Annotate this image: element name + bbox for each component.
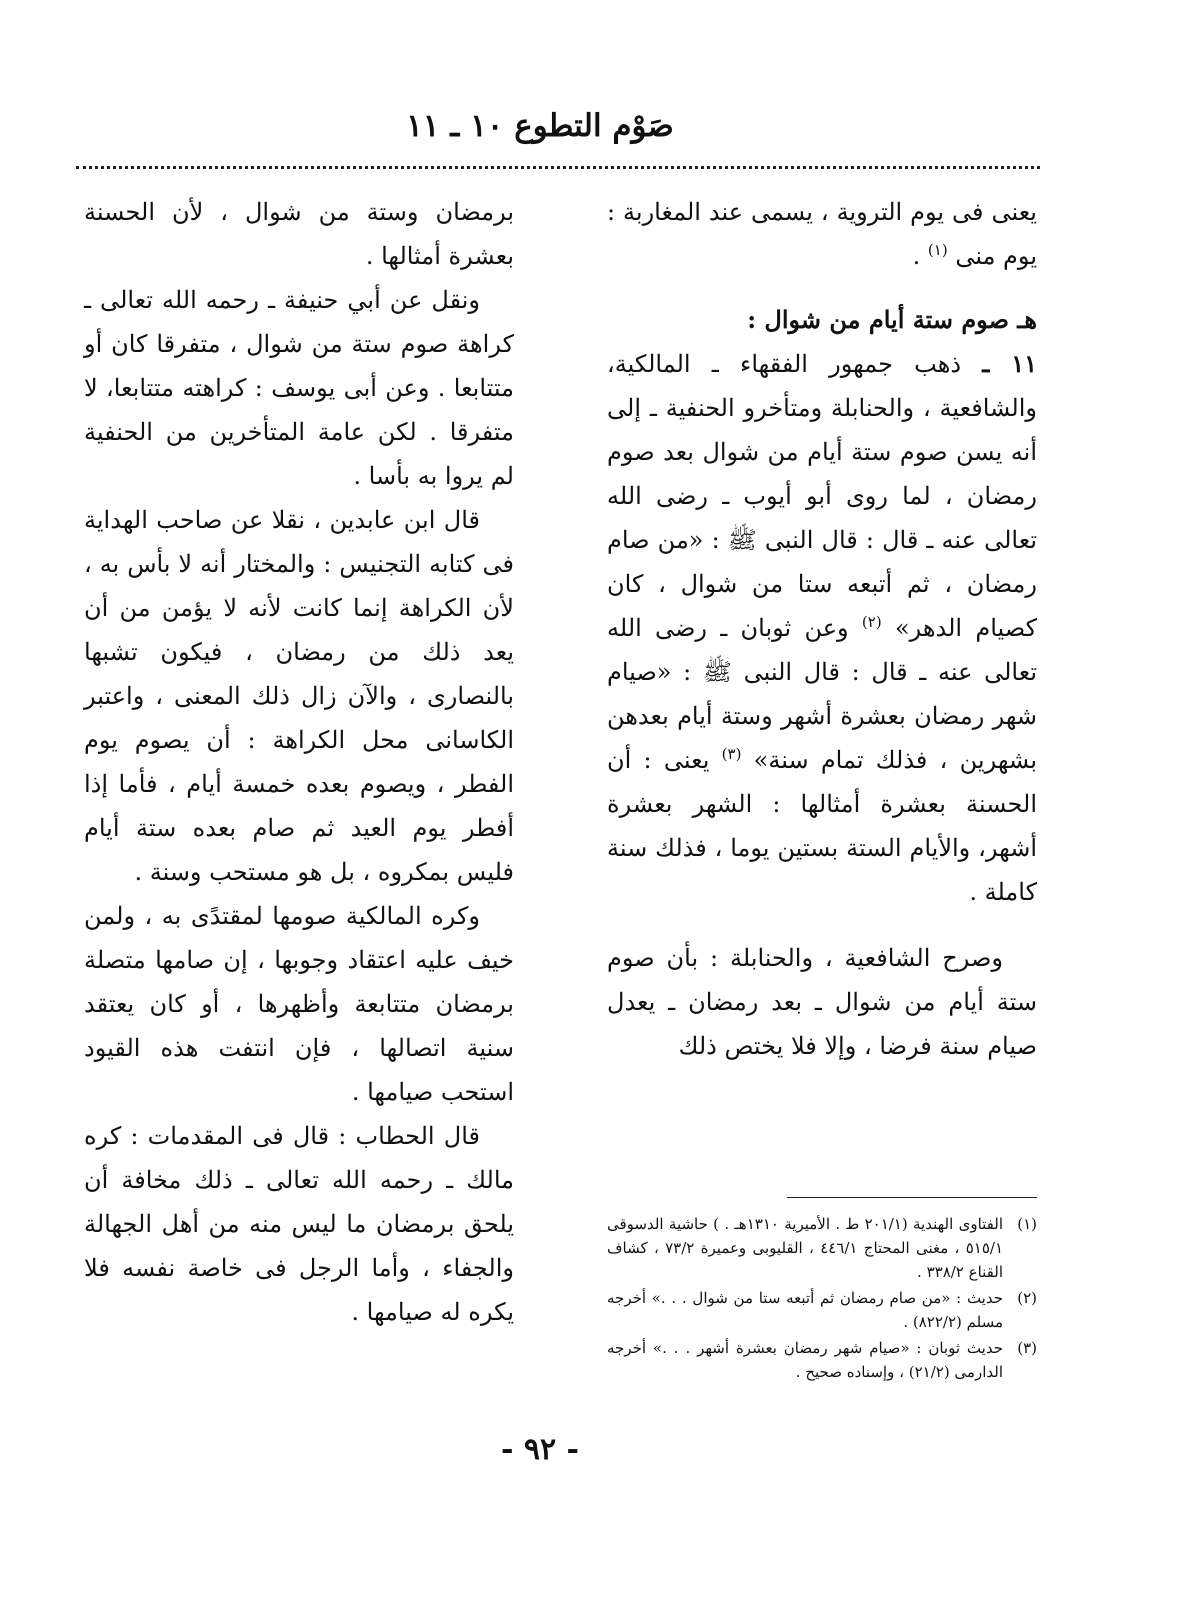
footnote-ref[interactable]: (١) xyxy=(927,241,948,259)
paragraph: قال ابن عابدين ، نقلا عن صاحب الهداية فى كتابه التجنيس : والمختار أنه لا بأس به ، لأن الكراهة إنما كانت لأنه لا يؤمن من أن يعد ذلك من رمضان ، فيكون تشبها بالنصارى ، والآن زال ذلك المعنى ، واعتبر الكاسانى محل الكراهة : أن يصوم يوم الفطر ، ويصوم بعده خمسة أيام ، فأما إذا أفطر يوم العيد ثم صام بعده ستة أيام فليس بمكروه ، بل هو مستحب وسنة . xyxy=(84,506,514,886)
footnote-text: حديث ثوبان : «صيام شهر رمضان بعشرة أشهر . . .» أخرجه الدارمى (٢١/٢) ، وإسناده صحيح . xyxy=(607,1339,1003,1381)
paragraph-text: يعنى : أن الحسنة بعشرة أمثالها : الشهر بعشرة أشهر، والأيام الستة بستين يوما ، فذلك سنة كاملة . xyxy=(607,746,1037,906)
footnote xyxy=(607,1286,1037,1334)
footnote-text: الفتاوى الهندية (٢٠١/١ ط . الأميرية ١٣١٠هـ . ) حاشية الدسوقى ٥١٥/١ ، مغنى المحتاج ٤٤٦/١ ، القليوبى وعميرة ٧٣/٢ ، كشاف القناع ٣٣٨/٢ . xyxy=(607,1215,1003,1281)
page-title: صَوْم التطوع ١٠ ـ ١١ xyxy=(406,108,674,144)
footnote-divider xyxy=(787,1197,1037,1198)
paragraph: وصرح الشافعية ، والحنابلة : بأن صوم ستة أيام من شوال ـ بعد رمضان ـ يعدل صيام سنة فرضا ، وإلا فلا يختص ذلك xyxy=(607,944,1037,1060)
footnote xyxy=(607,1336,1037,1384)
right-column xyxy=(607,190,1037,1068)
paragraph-text: وعن ثوبان ـ رضى الله تعالى عنه ـ قال : قال النبى ﷺ : «صيام شهر رمضان بعشرة أشهر وستة أيام بعدهن بشهرين ، فذلك تمام سنة» xyxy=(607,614,1037,774)
paragraph: ونقل عن أبي حنيفة ـ رحمه الله تعالى ـ كراهة صوم ستة من شوال ، متفرقا كان أو متتابعا . وعن أبى يوسف : كراهته متتابعا، لا متفرقا . لكن عامة المتأخرين من الحنفية لم يروا به بأسا . xyxy=(84,286,514,490)
paragraph: وكره المالكية صومها لمقتدًى به ، ولمن خيف عليه اعتقاد وجوبها ، إن صامها متصلة برمضان متتابعة وأظهرها ، أو كان يعتقد سنية اتصالها ، فإن انتفت هذه القيود استحب صيامها . xyxy=(84,902,514,1106)
footnote-number: (٢) xyxy=(1017,1289,1037,1307)
item-number: ١١ ـ xyxy=(982,349,1038,378)
footnote-text: حديث : «من صام رمضان ثم أتبعه ستا من شوال . . .» أخرجه مسلم (٨٢٢/٢) . xyxy=(607,1289,1003,1331)
paragraph-end: . xyxy=(912,242,921,270)
footnote-number: (١) xyxy=(1017,1215,1037,1233)
paragraph xyxy=(607,342,1037,914)
left-column xyxy=(84,190,514,1334)
footnote-ref[interactable]: (٢) xyxy=(861,613,882,631)
footnote xyxy=(607,1212,1037,1284)
section-heading: هـ صوم ستة أيام من شوال : xyxy=(747,305,1037,334)
paragraph: برمضان وستة من شوال ، لأن الحسنة بعشرة أمثالها . xyxy=(84,198,514,270)
page-number: - ٩٢ - xyxy=(500,1432,580,1467)
footnote-number: (٣) xyxy=(1017,1339,1037,1357)
paragraph xyxy=(607,190,1037,278)
footnote-ref[interactable]: (٣) xyxy=(721,745,742,763)
footnotes xyxy=(607,1212,1037,1386)
paragraph: قال الحطاب : قال فى المقدمات : كره مالك ـ رحمه الله تعالى ـ ذلك مخافة أن يلحق برمضان ما ليس منه من أهل الجهالة والجفاء ، وأما الرجل فى خاصة نفسه فلا يكره له صيامها . xyxy=(84,1122,514,1326)
paragraph-text: يعنى فى يوم التروية ، يسمى عند المغاربة : يوم منى xyxy=(607,198,1037,270)
paragraph-text: ذهب جمهور الفقهاء ـ المالكية، والشافعية ، والحنابلة ومتأخرو الحنفية ـ إلى أنه يسن صوم ستة أيام من شوال بعد صوم رمضان ، لما روى أبو أيوب ـ رضى الله تعالى عنه ـ قال : قال النبى ﷺ : «من صام رمضان ، ثم أتبعه ستا من شوال ، كان كصيام الدهر» xyxy=(607,350,1037,642)
header-divider xyxy=(76,166,1040,169)
